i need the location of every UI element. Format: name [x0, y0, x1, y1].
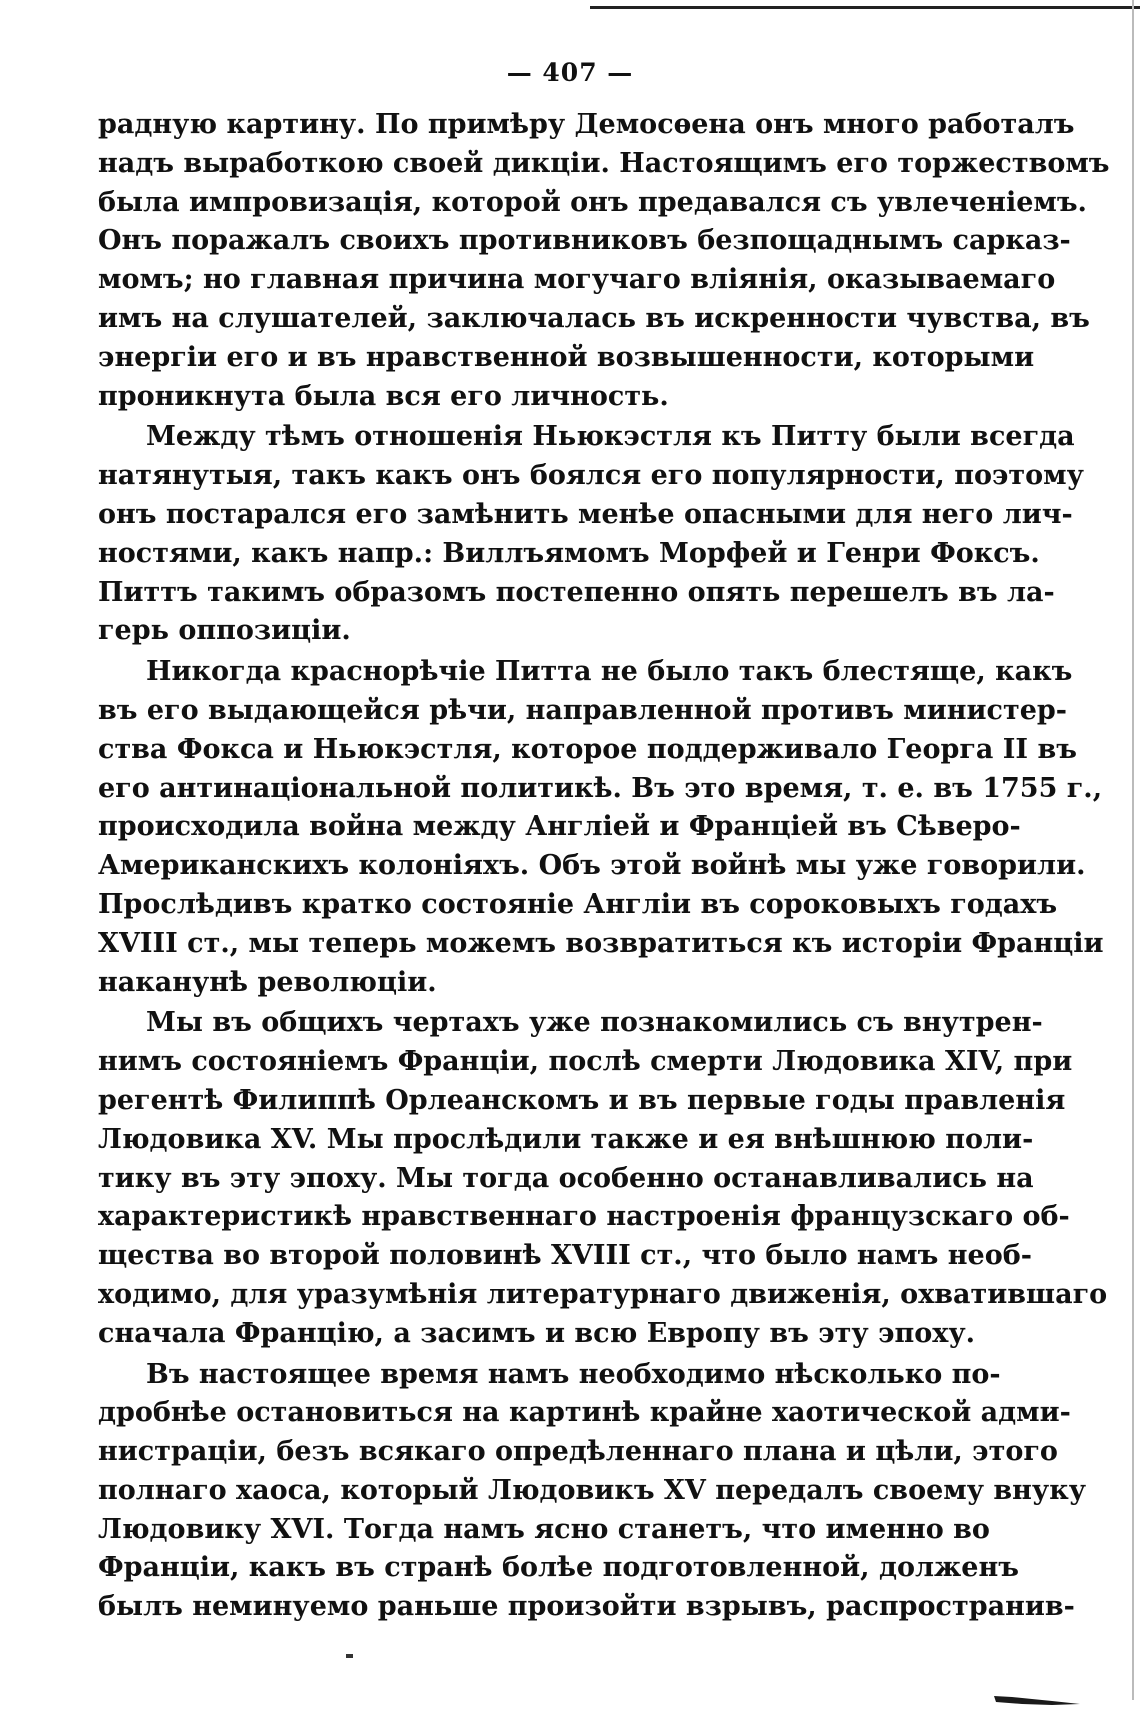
text-line: надъ выработкою своей дикціи. Настоящимъ его торжествомъ	[98, 147, 1110, 179]
text-line: сначала Францію, а засимъ и всю Европу въ эту эпоху.	[98, 1317, 976, 1349]
text-line: Прослѣдивъ кратко состояніе Англіи въ сороковыхъ годахъ	[98, 888, 1058, 920]
text-line: въ его выдающейся рѣчи, направленной противъ министер-	[98, 694, 1067, 726]
text-line: регентѣ Филиппѣ Орлеанскомъ и въ первые годы правленія	[98, 1084, 1066, 1116]
text-line: тику въ эту эпоху. Мы тогда особенно останавливались на	[98, 1162, 1034, 1194]
text-line: ства Фокса и Ньюкэстля, которое поддерживало Георга II въ	[98, 733, 1077, 765]
text-line: ностями, какъ напр.: Виллъямомъ Морфей и Генри Фоксъ.	[98, 537, 1040, 569]
text-line: нимъ состояніемъ Франціи, послѣ смерти Людовика XIV, при	[98, 1046, 1073, 1078]
text-line: полнаго хаоса, который Людовикъ XV передалъ своему внуку	[98, 1474, 1086, 1506]
scan-smudge	[992, 1690, 1082, 1706]
text-line: его антинаціональной политикѣ. Въ это время, т. е. въ 1755 г.,	[98, 772, 1103, 804]
text-line: была импровизація, которой онъ предавался съ увлеченіемъ.	[98, 186, 1087, 218]
body-text	[98, 106, 1110, 1627]
scan-speck	[346, 1654, 353, 1658]
text-line: проникнута была вся его личность.	[98, 380, 669, 412]
text-line: онъ постарался его замѣнить менѣе опасными для него лич-	[98, 498, 1073, 530]
text-line: Онъ поражалъ своихъ противниковъ безпощаднымъ сарказ-	[98, 225, 1071, 257]
text-line: ходимо, для уразумѣнія литературнаго движенія, охватившаго	[98, 1278, 1108, 1310]
text-line: Франціи, какъ въ странѣ болѣе подготовленной, долженъ	[98, 1552, 1019, 1584]
text-line: происходила война между Англіей и Франціей въ Сѣверо-	[98, 811, 1021, 843]
scan-border-top	[590, 6, 1140, 9]
text-line: характеристикѣ нравственнаго настроенія французскаго об-	[98, 1201, 1070, 1233]
text-line: XVIII ст., мы теперь можемъ возвратиться къ исторіи Франціи	[98, 927, 1104, 959]
text-line: Между тѣмъ отношенія Ньюкэстля къ Питту были всегда	[146, 421, 1075, 453]
text-line: герь оппозиціи.	[98, 615, 351, 647]
text-line: нистраціи, безъ всякаго опредѣленнаго плана и цѣли, этого	[98, 1436, 1058, 1468]
text-line: Никогда краснорѣчіе Питта не было такъ блестяще, какъ	[146, 656, 1073, 688]
text-line: Людовику XVI. Тогда намъ ясно станетъ, что именно во	[98, 1513, 990, 1545]
text-line: Мы въ общихъ чертахъ уже познакомились съ внутрен-	[146, 1007, 1043, 1039]
text-line: радную картину. По примѣру Демосѳена онъ много работалъ	[98, 109, 1075, 140]
text-line: Людовика XV. Мы прослѣдили также и ея внѣшнюю поли-	[98, 1123, 1034, 1155]
text-line: натянутыя, такъ какъ онъ боялся его популярности, поэтому	[98, 460, 1084, 492]
text-line: Американскихъ колоніяхъ. Объ этой войнѣ мы уже говорили.	[98, 850, 1086, 882]
text-line: щества во второй половинѣ XVIII ст., что было намъ необ-	[98, 1240, 1032, 1272]
text-line: момъ; но главная причина могучаго вліянія, оказываемаго	[98, 264, 1056, 296]
text-line: имъ на слушателей, заключалась въ искренности чувства, въ	[98, 302, 1090, 334]
text-line: энергіи его и въ нравственной возвышенности, которыми	[98, 341, 1035, 373]
page-number: — 407 —	[506, 58, 634, 87]
text-line: Въ настоящее время намъ необходимо нѣсколько по-	[146, 1358, 1001, 1390]
text-line: былъ неминуемо раньше произойти взрывъ, распространив-	[98, 1591, 1075, 1623]
text-line: Питтъ такимъ образомъ постепенно опять перешелъ въ ла-	[98, 576, 1055, 608]
text-line: наканунѣ революціи.	[98, 966, 437, 998]
text-line: дробнѣе остановиться на картинѣ крайне хаотической адми-	[98, 1397, 1071, 1429]
scan-border-right	[1132, 0, 1134, 1700]
